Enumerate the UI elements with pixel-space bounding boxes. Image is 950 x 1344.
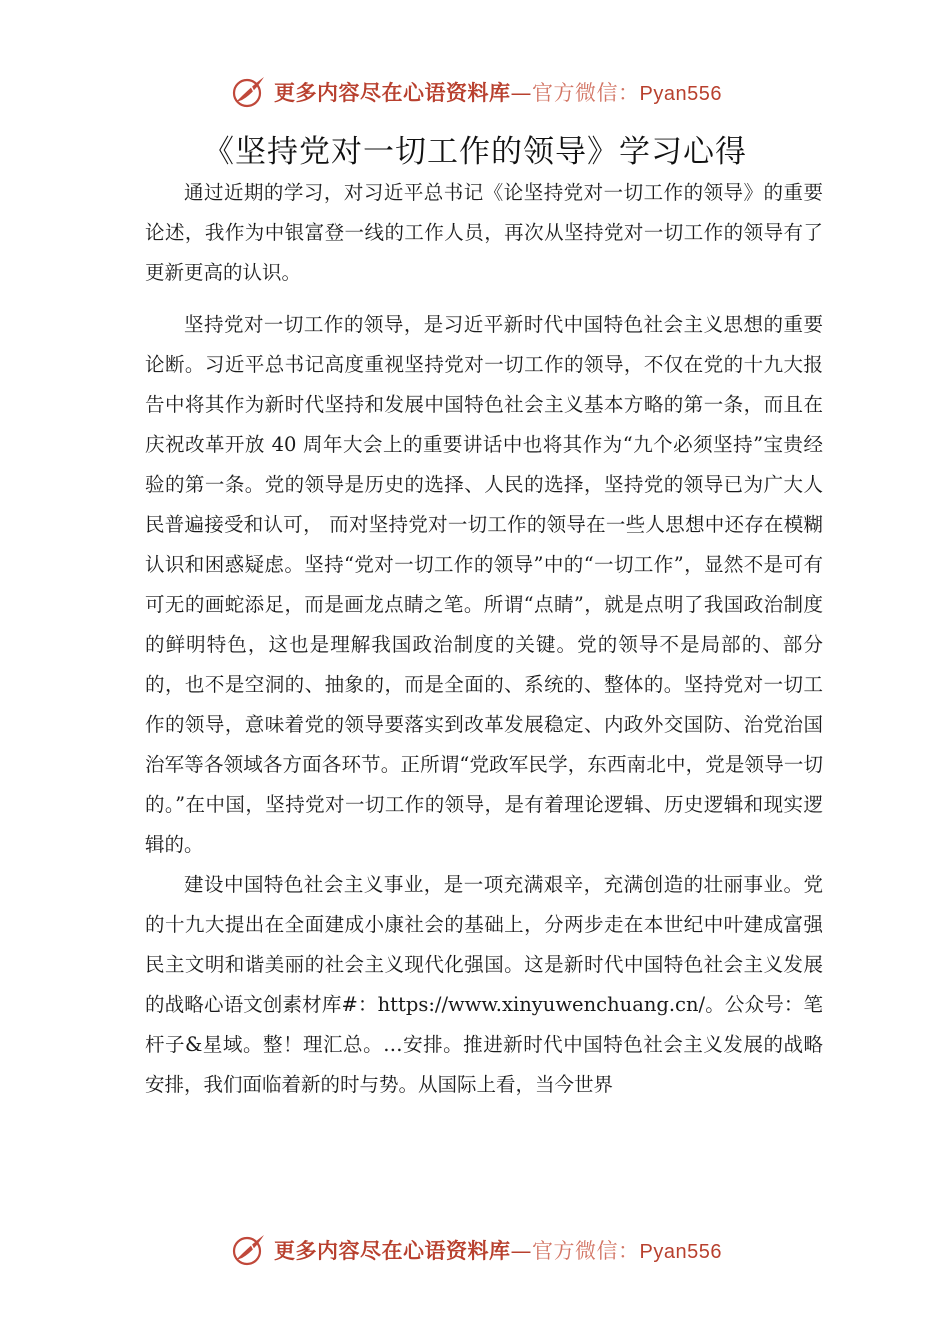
- banner-wechat-id: Pyan556: [639, 83, 722, 105]
- banner-main-text: 更多内容尽在心语资料库: [274, 1239, 511, 1263]
- document-title: 《坚持党对一切工作的领导》学习心得: [203, 134, 747, 170]
- banner-dash: —: [510, 81, 533, 105]
- banner-dash: —: [510, 1239, 533, 1263]
- header-banner: [0, 70, 950, 114]
- banner-wechat-label: 官方微信：: [532, 1239, 640, 1263]
- banner-wechat-label: 官方微信：: [532, 81, 640, 105]
- banner-text: [274, 77, 722, 107]
- quill-logo-icon: [228, 1230, 268, 1270]
- paragraph-1: 通过近期的学习，对习近平总书记《论坚持党对一切工作的领导》的重要论述，我作为中银富登一线的工作人员，再次从坚持党对一切工作的领导有了更新更高的认识。: [145, 181, 823, 284]
- banner-text: [274, 1235, 722, 1265]
- paragraph-3: 建设中国特色社会主义事业，是一项充满艰辛，充满创造的壮丽事业。党的十九大提出在全面建成小康社会的基础上，分两步走在本世纪中叶建成富强民主文明和谐美丽的社会主义现代化强国。这是新时代中国特色社会主义发展的战略心语文创素材库#：https://www.xinyuwenchuang.cn/。公众号：笔杆子&星域。整！理汇总。…安排。推进新时代中国特色社会主义发展的战略安排，我们面临着新的时与势。从国际上看，当今世界: [145, 873, 823, 1096]
- paragraph-2: 坚持党对一切工作的领导，是习近平新时代中国特色社会主义思想的重要论断。习近平总书记高度重视坚持党对一切工作的领导，不仅在党的十九大报告中将其作为新时代坚持和发展中国特色社会主义基本方略的第一条，而且在庆祝改革开放 40 周年大会上的重要讲话中也将其作为“九个必须坚持”宝贵经验的第一条。党的领导是历史的选择、人民的选择，坚持党的领导已为广大人民普遍接受和认可， 而对坚持党对一切工作的领导在一些人思想中还存在模糊认识和困惑疑虑。坚持“党对一切工作的领导”中的“一切工作”，显然不是可有可无的画蛇添足，而是画龙点睛之笔。所谓“点睛”，就是点明了我国政治制度的鲜明特色，这也是理解我国政治制度的关键。党的领导不是局部的、部分的，也不是空洞的、抽象的，而是全面的、系统的、整体的。坚持党对一切工作的领导，意味着党的领导要落实到改革发展稳定、内政外交国防、治党治国治军等各领域各方面各环节。正所谓“党政军民学，东西南北中，党是领导一切的。”在中国，坚持党对一切工作的领导，是有着理论逻辑、历史逻辑和现实逻辑的。: [145, 313, 823, 856]
- banner-wechat-id: Pyan556: [639, 1241, 722, 1263]
- quill-logo-icon: [228, 72, 268, 112]
- document-body: [145, 173, 823, 1105]
- footer-banner: [0, 1228, 950, 1272]
- banner-main-text: 更多内容尽在心语资料库: [274, 81, 511, 105]
